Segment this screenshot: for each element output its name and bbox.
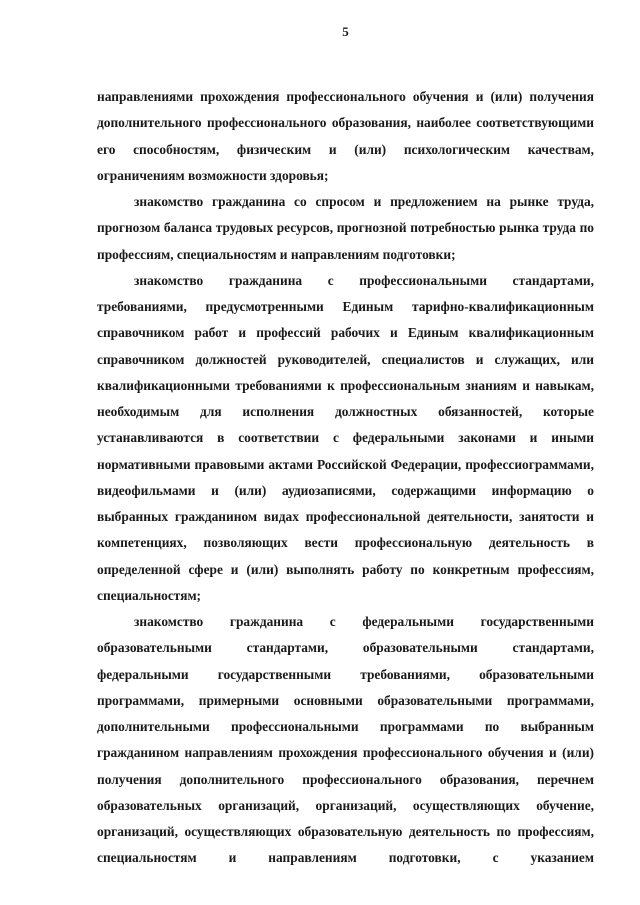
document-page [97, 22, 594, 872]
paragraph-labor-market: знакомство гражданина со спросом и предложением на рынке труда, прогнозом баланса трудовых ресурсов, прогнозной потребностью рынка труда по профессиям, специальностям и направлениям подготовки; [97, 194, 594, 262]
page-number: 5 [342, 24, 349, 39]
paragraph-continuation: направлениями прохождения профессионального обучения и (или) получения дополнительного профессионального образования, наиболее соответствующими его способностям, физическим и (или) психологическим качествам, ограничениям возможности здоровья; [97, 89, 594, 183]
paragraph-educational-standards: знакомство гражданина с федеральными государственными образовательными стандартами, образовательными стандартами, федеральными государственными требованиями, образовательными программами, примерными основными образовательными программами, дополнительными профессиональными программами по выбранным гражданином направлениям прохождения профессионального обучения и (или) получения дополнительного профессионального образования, перечнем образовательных организаций, организаций, осуществляющих обучение, организаций, осуществляющих образовательную деятельность по профессиям, специальностям и направлениям подготовки, с указанием [97, 614, 594, 866]
paragraph-professional-standards: знакомство гражданина с профессиональными стандартами, требованиями, предусмотренными Единым тарифно-квалификационным справочником работ и профессий рабочих и Единым квалификационным справочником должностей руководителей, специалистов и служащих, или квалификационными требованиями к профессиональным знаниям и навыкам, необходимым для исполнения должностных обязанностей, которые устанавливаются в соответствии с федеральными законами и иными нормативными правовыми актами Российской Федерации, профессиограммами, видеофильмами и (или) аудиозаписями, содержащими информацию о выбранных гражданином видах профессиональной деятельности, занятости и компетенциях, позволяющих вести профессиональную деятельность в определенной сфере и (или) выполнять работу по конкретным профессиям, специальностям; [97, 272, 594, 603]
